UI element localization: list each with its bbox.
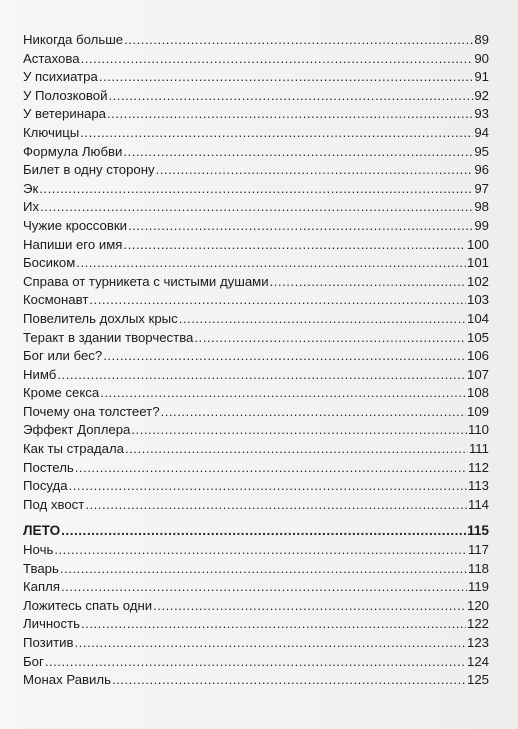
dot-leader	[128, 217, 473, 236]
toc-page-number: 124	[466, 653, 489, 669]
toc-page-number: 95	[474, 143, 489, 159]
toc-title: Билет в одну сторону	[23, 162, 155, 178]
toc-title: Никогда больше	[23, 32, 124, 47]
dot-leader	[194, 329, 466, 348]
dot-leader	[61, 578, 467, 597]
toc-entry	[23, 161, 489, 180]
toc-entry	[23, 541, 489, 560]
dot-leader	[123, 143, 473, 162]
toc-page-number: 111	[468, 441, 489, 457]
toc-title: У Полозковой	[23, 87, 108, 103]
toc-page-number: 113	[467, 478, 489, 494]
toc-entry	[23, 403, 489, 422]
toc-title: Повелитель дохлых крыс	[23, 310, 178, 326]
toc-page-number: 112	[467, 459, 489, 475]
dot-leader	[85, 496, 467, 515]
dot-leader	[81, 615, 466, 634]
toc-entry	[23, 50, 489, 69]
toc-entry	[23, 440, 489, 459]
toc-title: Бог или бес?	[23, 348, 103, 364]
toc-entry	[23, 254, 489, 273]
toc-entry	[23, 180, 489, 199]
dot-leader	[54, 541, 467, 560]
toc-page-number: 105	[466, 329, 489, 345]
toc-entry	[23, 560, 489, 579]
dot-leader	[81, 50, 474, 69]
toc-title: Личность	[23, 616, 81, 632]
toc-title: У психиатра	[23, 69, 98, 85]
toc-title: Под хвост	[23, 496, 85, 512]
section-title: ЛЕТО	[23, 523, 61, 539]
toc-entry	[23, 124, 489, 143]
toc-page-number: 94	[474, 124, 489, 140]
dot-leader	[75, 634, 466, 653]
toc-entry	[23, 347, 489, 366]
toc-title: Постель	[23, 459, 74, 475]
dot-leader	[161, 403, 466, 422]
table-of-contents	[23, 31, 489, 690]
dot-leader	[40, 198, 473, 217]
toc-section-heading	[23, 522, 489, 541]
toc-title: Теракт в здании творчества	[23, 329, 194, 345]
toc-title: Справа от турникета с чистыми душами	[23, 273, 269, 289]
toc-page-number: 103	[466, 292, 489, 308]
toc-title: Формула Любви	[23, 143, 123, 159]
toc-entry	[23, 198, 489, 217]
toc-page-number: 108	[466, 385, 489, 401]
dot-leader	[80, 124, 473, 143]
toc-title: Бог	[23, 653, 44, 669]
dot-leader	[107, 105, 473, 124]
toc-entry	[23, 459, 489, 478]
toc-page-number: 98	[474, 199, 489, 215]
dot-leader	[76, 254, 466, 273]
toc-title: Ключицы	[23, 124, 80, 140]
toc-title: Монах Равиль	[23, 672, 111, 688]
toc-entry	[23, 68, 489, 87]
toc-page-number: 101	[466, 255, 489, 271]
dot-leader	[270, 273, 466, 292]
dot-leader	[100, 384, 466, 403]
toc-page-number: 91	[474, 69, 489, 85]
toc-entry	[23, 496, 489, 515]
toc-entry	[23, 31, 489, 50]
dot-leader	[123, 236, 466, 255]
dot-leader	[153, 597, 466, 616]
toc-page-number: 92	[474, 87, 489, 103]
toc-entry	[23, 87, 489, 106]
toc-page-number: 93	[474, 106, 489, 122]
toc-entry	[23, 143, 489, 162]
dot-leader	[112, 671, 466, 690]
toc-page-number: 123	[466, 635, 489, 650]
dot-leader	[108, 87, 473, 106]
toc-page-number: 104	[466, 310, 489, 326]
dot-leader	[75, 459, 467, 478]
dot-leader	[60, 560, 467, 579]
dot-leader	[61, 522, 466, 541]
dot-leader	[103, 347, 466, 366]
toc-entry	[23, 615, 489, 634]
toc-title: Ночь	[23, 542, 54, 558]
toc-entry	[23, 597, 489, 616]
toc-entry	[23, 477, 489, 496]
dot-leader	[45, 653, 466, 672]
dot-leader	[69, 477, 467, 496]
toc-entry	[23, 421, 489, 440]
toc-title: Напиши его имя	[23, 236, 123, 252]
toc-title: Чужие кроссовки	[23, 217, 127, 233]
toc-title: Астахова	[23, 50, 80, 66]
toc-entry	[23, 291, 489, 310]
toc-entry	[23, 384, 489, 403]
toc-title: Эк	[23, 180, 39, 196]
toc-page-number: 100	[466, 236, 489, 252]
toc-title: Эффект Доплера	[23, 422, 131, 438]
toc-title: Посуда	[23, 478, 68, 494]
toc-entry	[23, 273, 489, 292]
dot-leader	[131, 421, 467, 440]
dot-leader	[124, 31, 473, 50]
toc-page-number: 110	[467, 422, 489, 438]
toc-title: Ложитесь спать одни	[23, 597, 153, 613]
section-page-number: 115	[467, 523, 489, 539]
toc-title: Кроме секса	[23, 385, 100, 401]
toc-entry	[23, 236, 489, 255]
dot-leader	[125, 440, 468, 459]
toc-page-number: 90	[474, 50, 489, 66]
toc-title: Нимб	[23, 366, 57, 382]
toc-page-number: 117	[467, 542, 489, 558]
toc-entry	[23, 634, 489, 653]
toc-page-number: 107	[466, 366, 489, 382]
toc-title: Позитив	[23, 635, 74, 650]
toc-entry	[23, 329, 489, 348]
toc-page-number: 102	[466, 273, 489, 289]
toc-entry	[23, 105, 489, 124]
toc-entry	[23, 578, 489, 597]
toc-title: У ветеринара	[23, 106, 107, 122]
toc-page-number: 89	[474, 32, 489, 47]
toc-page-number: 109	[466, 403, 489, 419]
toc-title: Почему она толстеет?	[23, 403, 160, 419]
dot-leader	[179, 310, 466, 329]
toc-page-number: 114	[467, 496, 489, 512]
toc-page-number: 119	[467, 579, 489, 595]
toc-entry	[23, 217, 489, 236]
toc-title: Их	[23, 199, 40, 215]
toc-page-number: 99	[474, 217, 489, 233]
toc-title: Как ты страдала	[23, 441, 124, 457]
toc-title: Босиком	[23, 255, 76, 271]
dot-leader	[89, 291, 466, 310]
dot-leader	[57, 366, 466, 385]
toc-page-number: 96	[474, 162, 489, 178]
toc-entry	[23, 366, 489, 385]
toc-entry	[23, 653, 489, 672]
toc-page-number: 122	[466, 616, 489, 632]
toc-entry	[23, 310, 489, 329]
dot-leader	[156, 161, 474, 180]
toc-page-number: 97	[474, 180, 489, 196]
toc-page-number: 118	[467, 560, 489, 576]
toc-title: Капля	[23, 579, 60, 595]
toc-page-number: 106	[466, 348, 489, 364]
toc-page-number: 120	[466, 597, 489, 613]
toc-title: Космонавт	[23, 292, 89, 308]
toc-entry	[23, 671, 489, 690]
toc-page-number: 125	[466, 672, 489, 688]
dot-leader	[99, 68, 473, 87]
dot-leader	[39, 180, 473, 199]
toc-title: Тварь	[23, 560, 59, 576]
